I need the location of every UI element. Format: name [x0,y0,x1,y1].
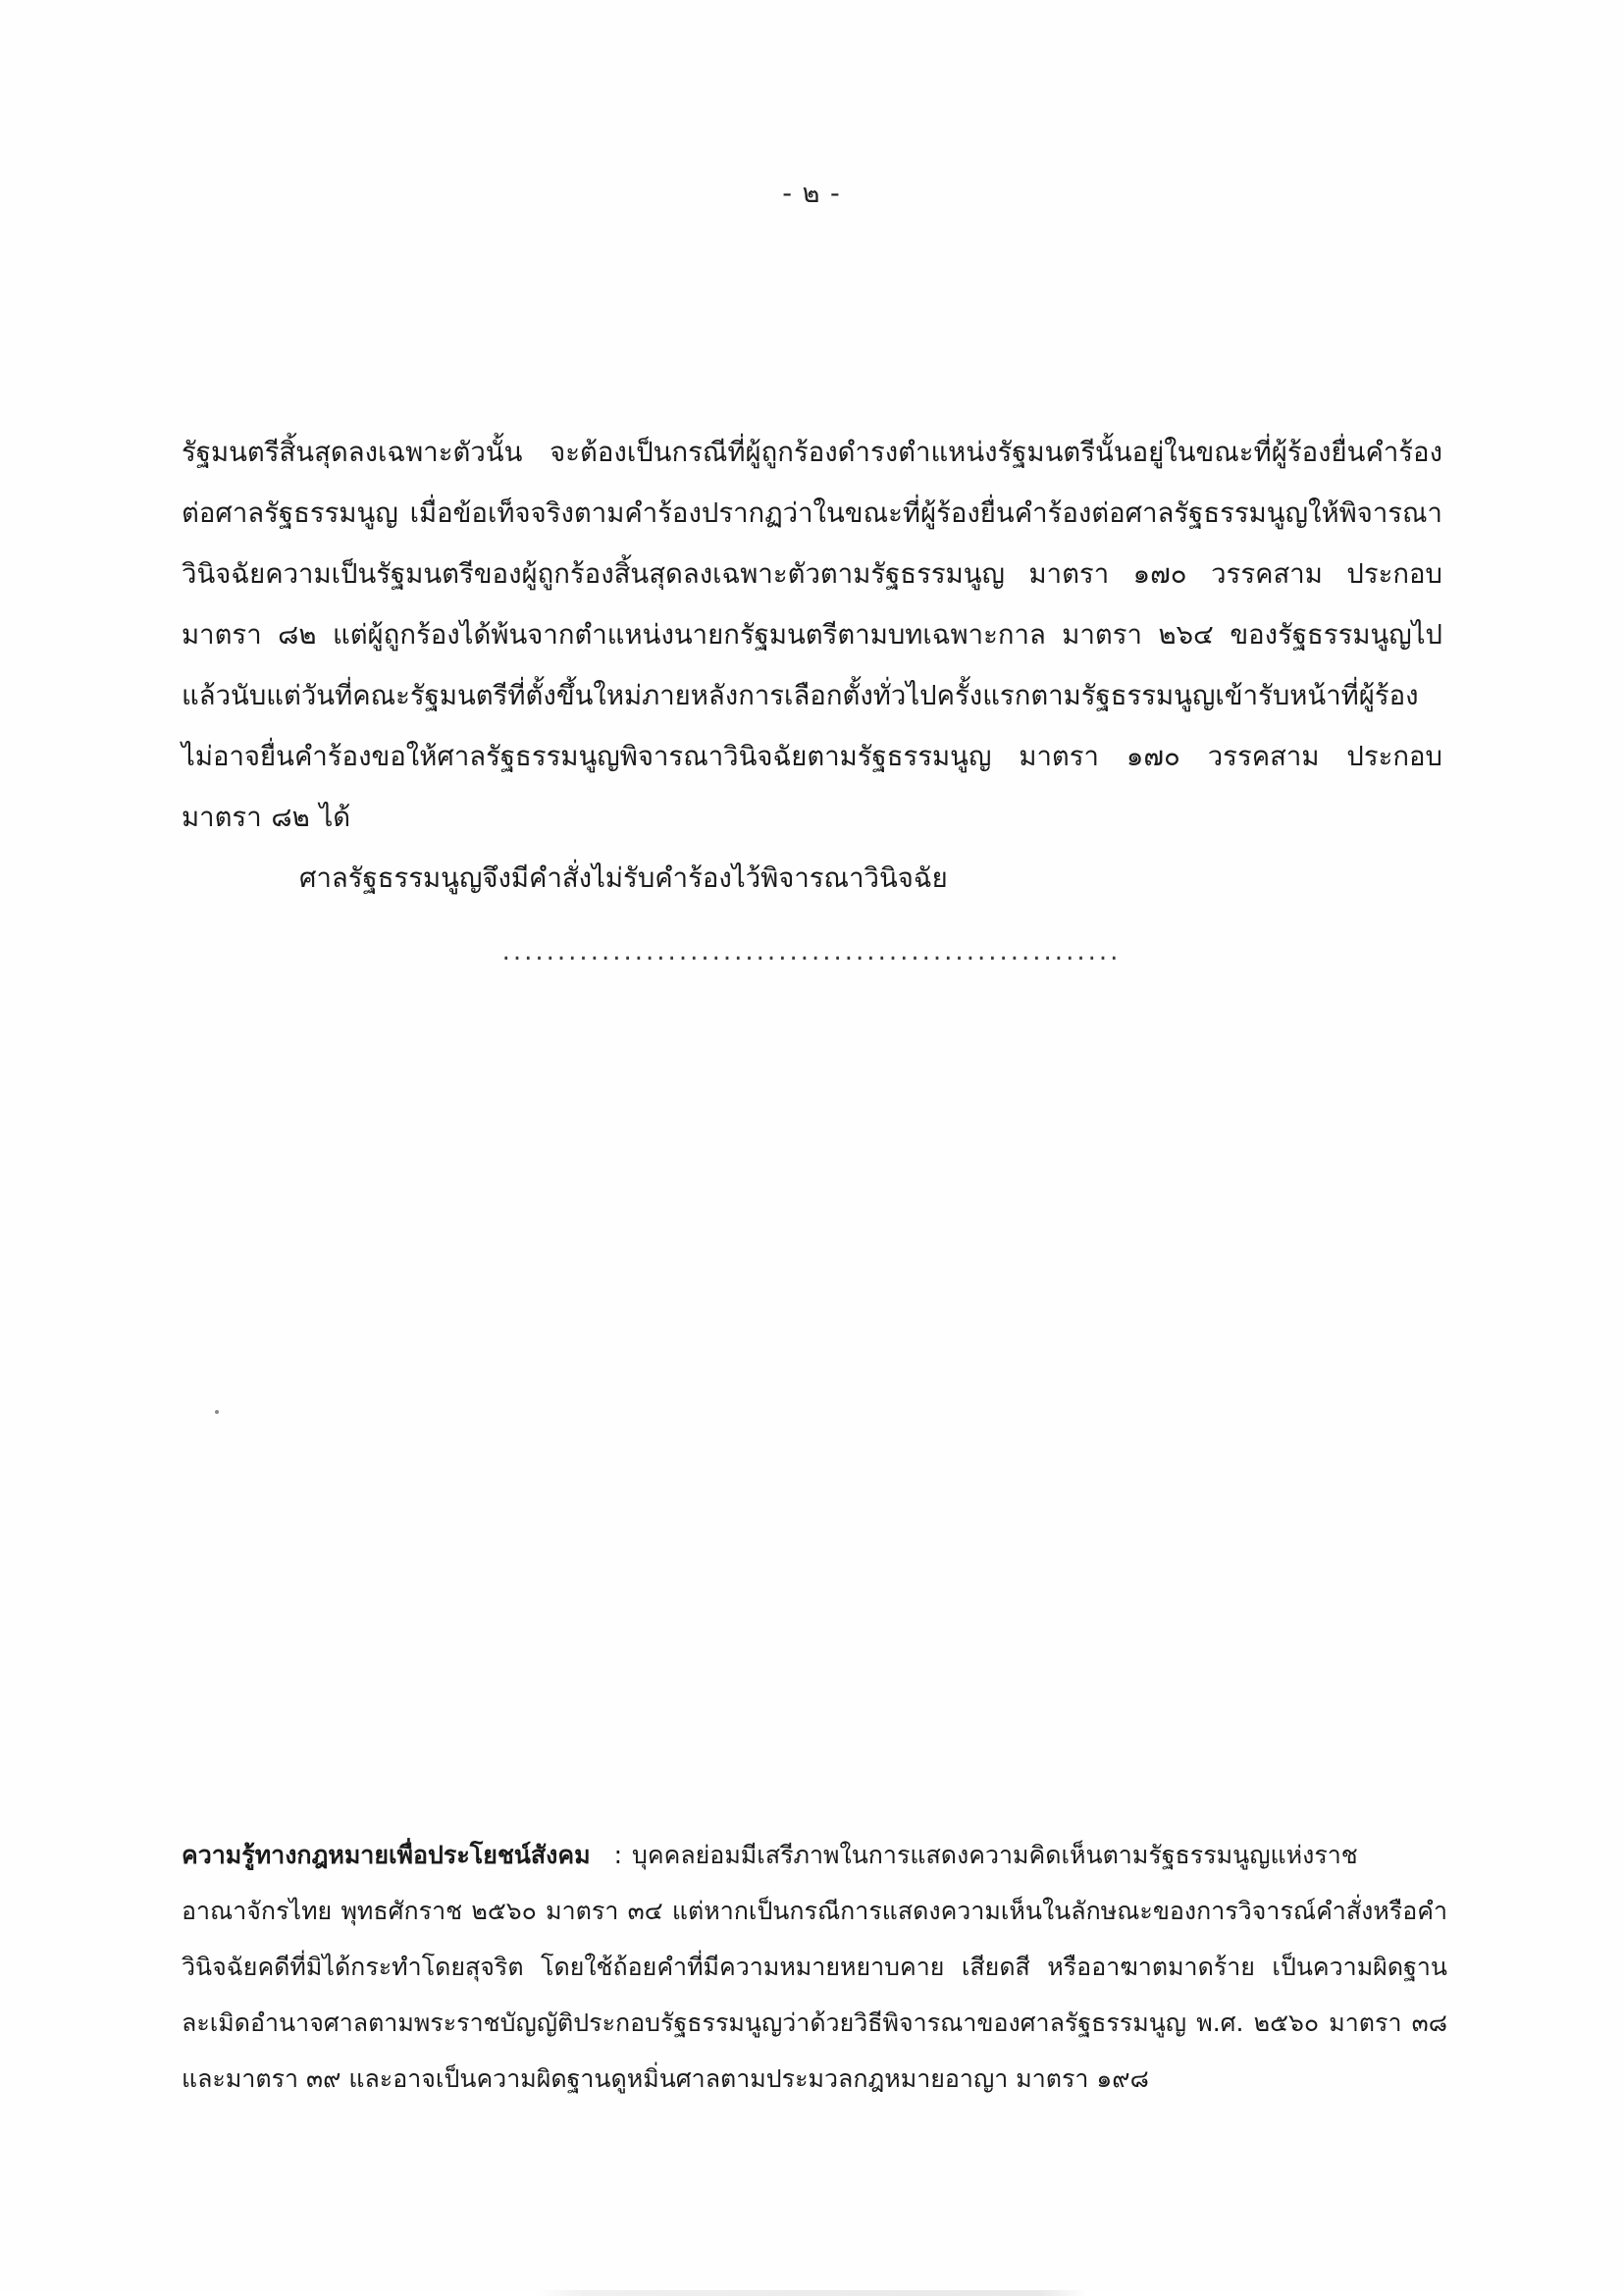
dotted-divider: ........................................................ [501,937,1122,966]
stray-mark [215,1410,219,1414]
ruling-paragraph: ศาลรัฐธรรมนูญจึงมีคำสั่งไม่รับคำร้องไว้พิจารณาวินิจฉัย [299,862,948,894]
body-paragraph: รัฐมนตรีสิ้นสุดลงเฉพาะตัวนั้น จะต้องเป็นกรณีที่ผู้ถูกร้องดำรงตำแหน่งรัฐมนตรีนั้นอยู่ในขณะที่ผู้ร้องยื่นคำร้องต่อศาลรัฐธรรมนูญ เมื่อข้อเท็จจริงตามคำร้องปรากฏว่าในขณะที่ผู้ร้องยื่นคำร้องต่อศาลรัฐธรรมนูญให้พิจารณาวินิจฉัยความเป็นรัฐมนตรีของผู้ถูกร้องสิ้นสุดลงเฉพาะตัวตามรัฐธรรมนูญ มาตรา ๑๗๐ วรรคสาม ประกอบมาตรา ๘๒ แต่ผู้ถูกร้องได้พ้นจากตำแหน่งนายกรัฐมนตรีตามบทเฉพาะกาล มาตรา ๒๖๔ ของรัฐธรรมนูญไปแล้วนับแต่วันที่คณะรัฐมนตรีที่ตั้งขึ้นใหม่ภายหลังการเลือกตั้งทั่วไปครั้งแรกตามรัฐธรรมนูญเข้ารับหน้าที่ผู้ร้องไม่อาจยื่นคำร้องขอให้ศาลรัฐธรรมนูญพิจารณาวินิจฉัยตามรัฐธรรมนูญ มาตรา ๑๗๐ วรรคสาม ประกอบมาตรา ๘๒ ได้ [182,437,1442,833]
main-body [182,422,1442,909]
page-edge-shadow [0,2290,1623,2296]
footnote-heading: ความรู้ทางกฎหมายเพื่อประโยชน์สังคม [182,1841,591,1869]
footnote-block [182,1827,1447,2107]
footnote-text: บุคคลย่อมมีเสรีภาพในการแสดงความคิดเห็นตามรัฐธรรมนูญแห่งราชอาณาจักรไทย พุทธศักราช ๒๕๖๐ มาตรา ๓๔ แต่หากเป็นกรณีการแสดงความเห็นในลักษณะของการวิจารณ์คำสั่งหรือคำวินิจฉัยคดีที่มิได้กระทำโดยสุจริต โดยใช้ถ้อยคำที่มีความหมายหยาบคาย เสียดสี หรืออาฆาตมาดร้าย เป็นความผิดฐานละเมิดอำนาจศาลตามพระราชบัญญัติประกอบรัฐธรรมนูญว่าด้วยวิธีพิจารณาของศาลรัฐธรรมนูญ พ.ศ. ๒๕๖๐ มาตรา ๓๘ และมาตรา ๓๙ และอาจเป็นความผิดฐานดูหมิ่นศาลตามประมวลกฎหมายอาญา มาตรา ๑๙๘ [182,1841,1447,2093]
page-number: - ๒ - [782,179,841,209]
footnote-colon: : [613,1841,623,1869]
footnote-paragraph [182,1827,1447,2107]
